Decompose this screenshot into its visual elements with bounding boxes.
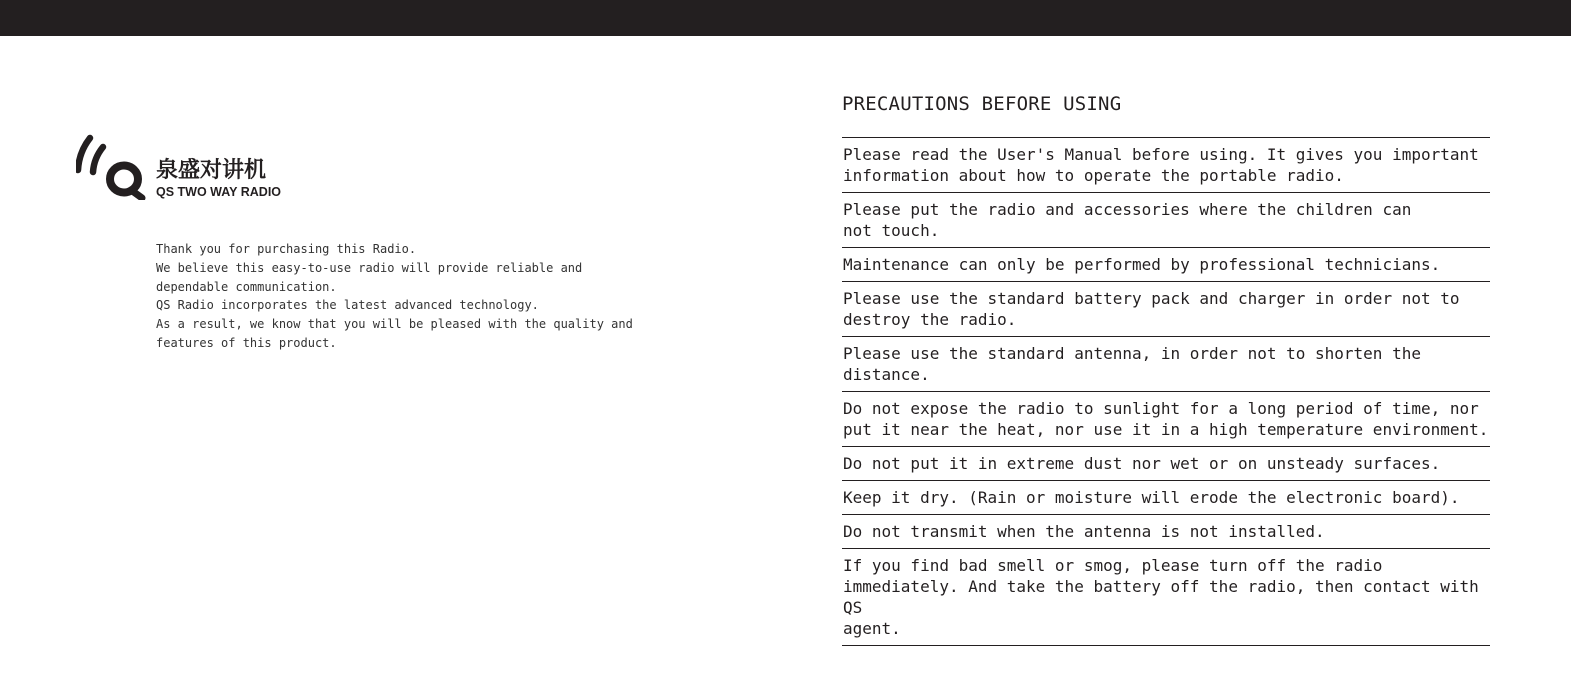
precaution-item: Please put the radio and accessories where the children can not touch.: [842, 193, 1490, 248]
intro-line: Thank you for purchasing this Radio.: [156, 242, 417, 256]
precaution-item: Please use the standard antenna, in order not to shorten the distance.: [842, 337, 1490, 392]
precaution-item: Please read the User's Manual before using. It gives you important information about how to operate the portable radio.: [842, 138, 1490, 193]
precaution-item: Keep it dry. (Rain or moisture will erode the electronic board).: [842, 481, 1490, 515]
intro-line: We believe this easy-to-use radio will provide reliable and: [156, 260, 583, 275]
precaution-item: If you find bad smell or smog, please turn off the radio immediately. And take the battery off the radio, then contact with QS agent.: [842, 549, 1490, 646]
logo-chinese-text: 泉盛对讲机: [156, 158, 267, 183]
precaution-item: Do not put it in extreme dust nor wet or on unsteady surfaces.: [842, 447, 1490, 481]
intro-line: As a result, we know that you will be pleased with the quality and: [156, 317, 633, 332]
precautions-list: [842, 137, 1490, 646]
logo-english-text: QS TWO WAY RADIO: [156, 185, 282, 199]
precaution-item: Please use the standard battery pack and charger in order not to destroy the radio.: [842, 282, 1490, 337]
top-bar: [0, 0, 1571, 36]
intro-line: features of this product.: [156, 335, 337, 350]
qs-logo: [76, 134, 306, 200]
precautions-title: PRECAUTIONS BEFORE USING: [842, 93, 1122, 115]
precautions-section: [842, 90, 1490, 646]
precaution-item: Maintenance can only be performed by professional technicians.: [842, 248, 1490, 282]
precaution-item: Do not expose the radio to sunlight for a long period of time, nor put it near the heat, nor use it in a high temperature environment.: [842, 392, 1490, 447]
precaution-item: Do not transmit when the antenna is not installed.: [842, 515, 1490, 549]
intro-text: [156, 240, 656, 353]
intro-line: QS Radio incorporates the latest advanced technology.: [156, 298, 539, 313]
radio-waves-icon: [76, 134, 148, 200]
intro-line: dependable communication.: [156, 279, 337, 294]
